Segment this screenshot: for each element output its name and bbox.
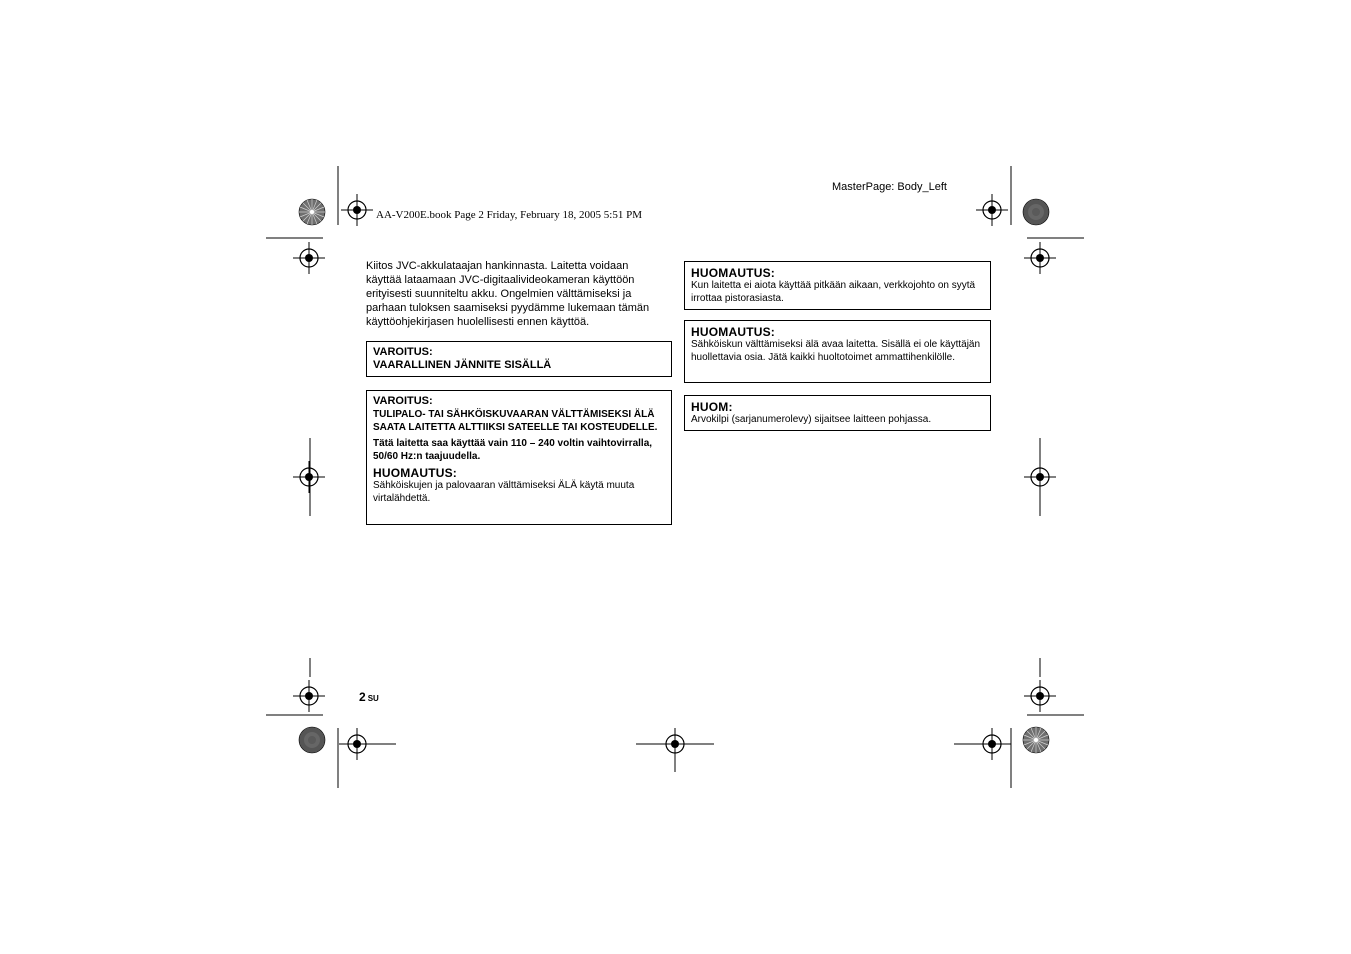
registration-disc-icon	[299, 727, 325, 753]
caution-text: Sähköiskun välttämiseksi älä avaa laitetta. Sisällä ei ole käyttäjän huollettavia osia. Jätä kaikki huoltotoimet ammattihenkilölle.	[691, 339, 981, 363]
warning-box-voltage	[366, 341, 672, 377]
warning-box-fire	[366, 390, 672, 525]
registration-mark-icon	[341, 194, 373, 226]
caution-text: Sähköiskujen ja palovaaran välttämiseksi ÄLÄ käytä muuta virtalähdettä.	[373, 480, 635, 504]
page-number-value: 2	[359, 690, 366, 704]
caution-box-shock	[684, 320, 991, 383]
registration-mark-icon	[976, 194, 1008, 226]
registration-disc-icon	[1023, 199, 1049, 225]
registration-disc-icon	[1023, 727, 1049, 753]
note-box-rating-plate	[684, 395, 991, 431]
page-number	[359, 690, 379, 704]
warning-text: TULIPALO- TAI SÄHKÖISKUVAARAN VÄLTTÄMISEKSI ÄLÄ SAATA LAITETTA ALTTIIKSI SATEELLE TAI KOSTEUDELLE.	[373, 409, 658, 433]
registration-mark-icon	[293, 680, 325, 712]
caution-heading: HUOMAUTUS:	[691, 325, 775, 339]
book-info: AA-V200E.book Page 2 Friday, February 18, 2005 5:51 PM	[376, 209, 643, 221]
voltage-text: Tätä laitetta saa käyttää vain 110 – 240 voltin vaihtovirralla, 50/60 Hz:n taajuudella.	[373, 438, 653, 462]
caution-text: Kun laitetta ei aiota käyttää pitkään aikaan, verkkojohto on syytä irrottaa pistorasiasta.	[691, 280, 976, 304]
intro-paragraph: Kiitos JVC-akkulataajan hankinnasta. Laitetta voidaan käyttää lataamaan JVC-digitaalivideokameran käyttöön erityisesti suunniteltu akku. Ongelmien välttämiseksi ja parhaan tuloksen saamiseksi pyydämme lukemaan tämän käyttöohjekirjasen huolellisesti ennen käyttöä.	[366, 260, 650, 328]
masterpage-label: MasterPage: Body_Left	[832, 181, 947, 193]
registration-mark-icon	[293, 242, 325, 274]
note-text: Arvokilpi (sarjanumerolevy) sijaitsee laitteen pohjassa.	[691, 414, 932, 425]
registration-mark-icon	[1024, 242, 1056, 274]
caution-box-unplug	[684, 261, 991, 310]
caution-heading: HUOMAUTUS:	[373, 466, 457, 480]
registration-mark-icon	[293, 461, 325, 493]
warning-text: VAARALLINEN JÄNNITE SISÄLLÄ	[373, 359, 552, 371]
registration-disc-icon	[299, 199, 325, 225]
warning-label: VAROITUS:	[373, 395, 433, 407]
note-heading: HUOM:	[691, 400, 733, 414]
warning-label: VAROITUS:	[373, 346, 433, 358]
language-code: SU	[367, 694, 379, 703]
registration-mark-icon	[1024, 680, 1056, 712]
caution-heading: HUOMAUTUS:	[691, 266, 775, 280]
